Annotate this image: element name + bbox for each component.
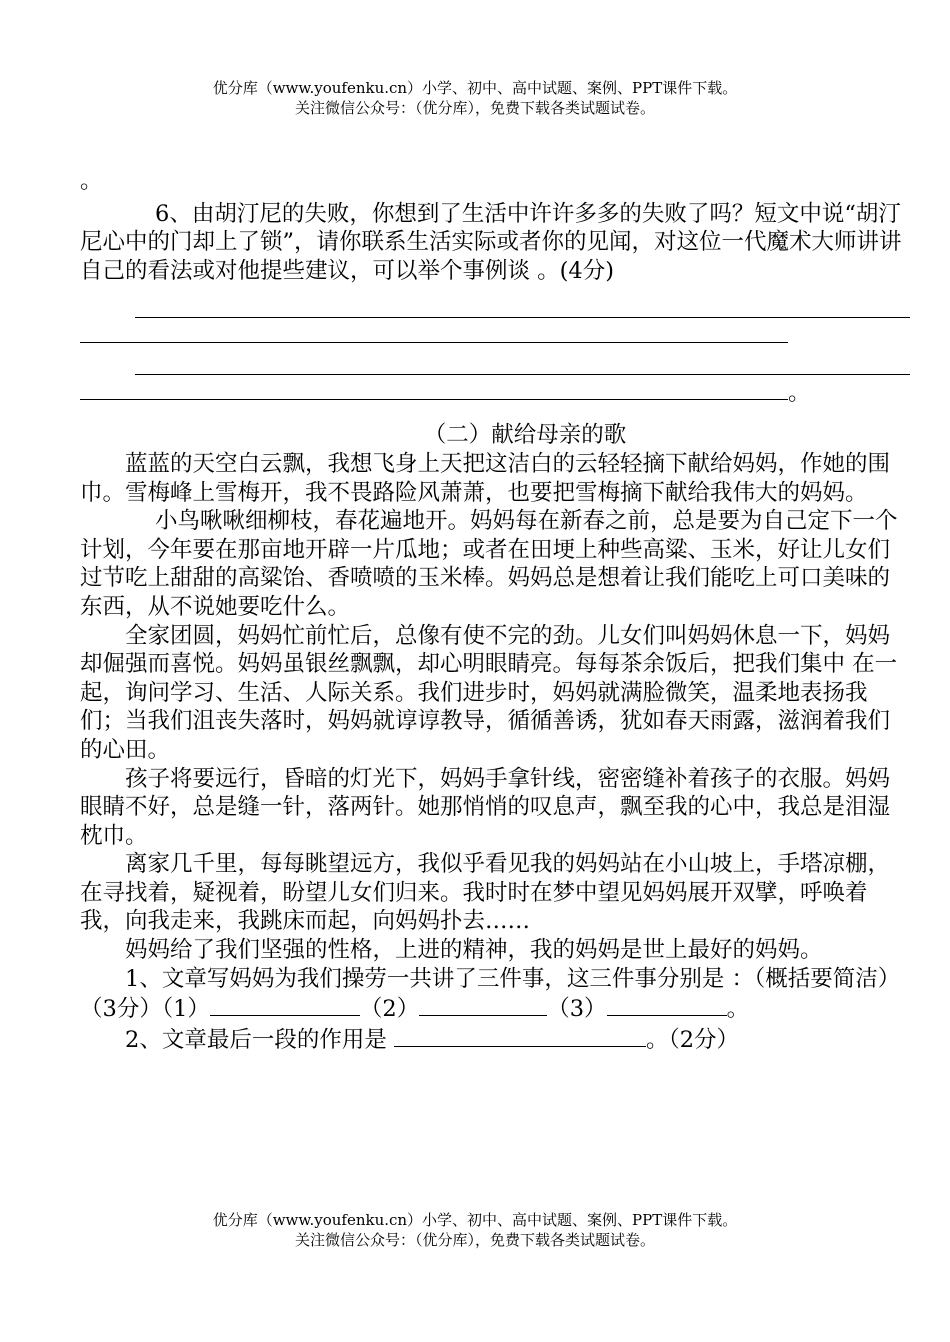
- footer-line-1: 优分库（www.youfenku.cn）小学、初中、高中试题、案例、PPT课件下载。: [212, 1211, 738, 1229]
- document-body: [80, 167, 910, 1054]
- q1-blank-3[interactable]: [607, 993, 727, 1016]
- paragraph: 妈妈给了我们坚强的性格，上进的精神，我的妈妈是世上最好的妈妈。: [125, 937, 823, 964]
- question-2: [80, 1024, 910, 1055]
- section-title: （二）献给母亲的歌: [423, 422, 627, 449]
- q1-blank-label-3: （3）: [547, 996, 607, 1023]
- question-1-text: 1、文章写妈妈为我们操劳一共讲了三件事，这三件事分别是 ：（概括要简洁）（3分）: [80, 965, 901, 1023]
- header-line-2: 关注微信公众号：（优分库），免费下载各类试题试卷。: [294, 99, 655, 117]
- paragraph: 离家几千里，每每眺望远方，我似乎看见我的妈妈站在小山坡上，手塔凉棚，在寻找着，疑视着，盼望儿女们归来。我时时在梦中望见妈妈展开双擘，呼唤着我，向我走来，我跳床而起，向妈妈扑去……: [80, 851, 891, 935]
- q2-blank[interactable]: [394, 1024, 646, 1047]
- question-2-text: 2、文章最后一段的作用是: [125, 1026, 387, 1053]
- answer-lines-q6: [80, 291, 910, 407]
- q1-blank-2[interactable]: [419, 993, 547, 1016]
- page-footer: [0, 1210, 950, 1250]
- footer-line-2: 关注微信公众号：（优分库），免费下载各类试题试卷。: [294, 1231, 655, 1249]
- question-6: 6、由胡汀尼的失败，你想到了生活中许许多多的失败了吗？短文中说“胡汀尼心中的门却上了锁”，请你联系生活实际或者你的见闻，对这位一代魔术大师讲讲自己的看法或对他提些建议，可以举个事例谈 。(4分): [80, 200, 902, 284]
- question-1: [80, 965, 910, 1024]
- q1-blank-label-1: （1）: [161, 996, 210, 1023]
- q2-end: 。（2分）: [645, 1026, 740, 1053]
- q1-blank-label-2: （2）: [359, 996, 420, 1023]
- page-header: [0, 78, 950, 118]
- leading-mark: 。: [80, 168, 103, 194]
- answer-line[interactable]: [80, 375, 788, 400]
- q6-end-mark: 。: [788, 380, 811, 407]
- paragraph: 蓝蓝的天空白云飘，我想飞身上天把这洁白的云轻轻摘下献给妈妈，作她的围巾。雪梅峰上雪梅开，我不畏路险风萧萧，也要把雪梅摘下献给我伟大的妈妈。: [80, 450, 891, 506]
- answer-line[interactable]: [135, 291, 910, 318]
- paragraph: 孩子将要远行，昏暗的灯光下，妈妈手拿针线，密密缝补着孩子的衣服。妈妈眼睛不好，总是缝一针，落两针。她那悄悄的叹息声，飘至我的心中，我总是泪湿枕巾。: [80, 765, 891, 849]
- paragraph: 小鸟啾啾细柳枝，春花遍地开。妈妈每在新春之前，总是要为自己定下一个计划，今年要在那亩地开辟一片瓜地；或者在田埂上种些高粱、玉米，好让儿女们过节吃上甜甜的高粱饴、香喷喷的玉米棒。妈妈总是想着让我们能吃上可口美味的东西，从不说她要吃什么。: [80, 508, 898, 620]
- q1-blank-1[interactable]: [210, 993, 360, 1016]
- answer-line[interactable]: [135, 348, 910, 375]
- answer-line[interactable]: [80, 318, 788, 343]
- paragraph: 全家团圆，妈妈忙前忙后，总像有使不完的劲。儿女们叫妈妈休息一下，妈妈却倔强而喜悦。妈妈虽银丝飘飘，却心明眼睛亮。每每茶余饭后，把我们集中 在一起，询问学习、生活、人际关系。我们进步时，妈妈就满脸微笑，温柔地表扬我们；当我们沮丧失落时，妈妈就谆谆教导，循循善诱，犹如春天雨露，滋润着我们的心田。: [80, 622, 898, 763]
- q1-end-mark: 。: [726, 996, 750, 1023]
- header-line-1: 优分库（www.youfenku.cn）小学、初中、高中试题、案例、PPT课件下载。: [212, 79, 738, 97]
